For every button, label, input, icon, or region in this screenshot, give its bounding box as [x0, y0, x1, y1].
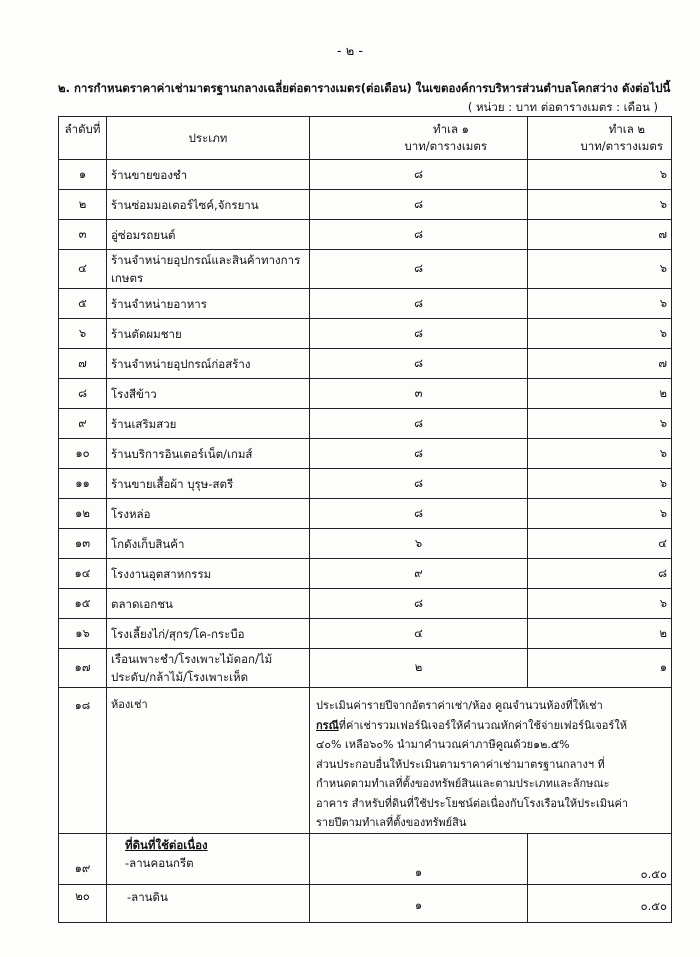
- table-row: [59, 439, 672, 469]
- row-type-line-1: ร้านจำหน่ายอุปกรณ์และสินค้าทางการ: [111, 253, 301, 267]
- table-row: [59, 833, 672, 884]
- unit-note: ( หน่วย : บาท ต่อตารางเมตร : เดือน ): [467, 100, 658, 114]
- header-location-1-title: ทำเล ๑: [433, 122, 469, 136]
- row-type-line-1: เรือนเพาะชำ/โรงเพาะไม้ดอก/ไม้: [111, 652, 273, 666]
- row-type: โรงสีข้าว: [107, 379, 310, 409]
- row-type-line-2: เกษตร: [111, 271, 144, 285]
- page-number: - ๒ -: [336, 44, 364, 59]
- table-row: [59, 220, 672, 250]
- row-location-1-rate: ๘: [310, 469, 528, 499]
- row-type: ร้านจำหน่ายอาหาร: [107, 289, 310, 319]
- row-number: ๔: [59, 250, 107, 289]
- row-location-2-rate: ๖: [528, 190, 672, 220]
- row-type: ร้านเสริมสวย: [107, 409, 310, 439]
- row-number: ๓: [59, 220, 107, 250]
- row-number: ๑๑: [59, 469, 107, 499]
- row-location-1-rate: ๘: [310, 499, 528, 529]
- note-line-1: ประเมินค่ารายปีจากอัตราค่าเช่า/ห้อง คูณจำนวนห้องที่ให้เช่า: [316, 699, 603, 712]
- table-row: [59, 499, 672, 529]
- row-location-2-rate: ๔: [528, 529, 672, 559]
- row-location-2-rate: ๖: [528, 250, 672, 289]
- row-location-1-rate: ๘: [310, 190, 528, 220]
- row-location-1-rate: ๒: [310, 649, 528, 688]
- row-location-1-rate: ๘: [310, 289, 528, 319]
- note-line-4: ส่วนประกอบอื่นให้ประเมินตามราคาค่าเช่ามาตรฐานกลางฯ ที่: [316, 757, 605, 771]
- row-number: ๙: [59, 409, 107, 439]
- row-number: ๒: [59, 190, 107, 220]
- note-line-2-text: ที่ค่าเช่ารวมเฟอร์นิเจอร์ให้คำนวณหักค่าใช้จ่ายเฟอร์นิเจอร์ให้: [338, 718, 627, 732]
- row-type: ร้านขายของชำ: [107, 160, 310, 190]
- row-number: ๑๔: [59, 559, 107, 589]
- table-row: [59, 619, 672, 649]
- note-line-6: อาคาร สำหรับที่ดินที่ใช้ประโยชน์ต่อเนื่องกับโรงเรือนให้ประเมินค่า: [316, 796, 629, 810]
- row-location-2-rate: ๘: [528, 559, 672, 589]
- row-number: ๕: [59, 289, 107, 319]
- row-type-text: -ลานคอนกรีต: [125, 855, 194, 870]
- table-row: [59, 884, 672, 922]
- row-type: โรงเลี้ยงไก่/สุกร/โค-กระบือ: [107, 619, 310, 649]
- row-number: ๘: [59, 379, 107, 409]
- table-row: [59, 589, 672, 619]
- table-row: [59, 469, 672, 499]
- row-location-2-rate: ๒: [528, 619, 672, 649]
- row-location-1-rate: ๘: [310, 160, 528, 190]
- row-type: โรงหล่อ: [107, 499, 310, 529]
- header-location-2-title: ทำเล ๒: [608, 122, 645, 136]
- row-location-2-rate: ๗: [528, 220, 672, 250]
- note-line-5: กำหนดตามทำเลที่ตั้งของทรัพย์สินและตามประเภทและลักษณะ: [316, 777, 610, 790]
- row-location-1-rate: ๘: [310, 409, 528, 439]
- header-no: ลำดับที่: [59, 117, 107, 160]
- header-location-2-unit: บาท/ตารางเมตร: [580, 139, 663, 153]
- row-type-line-2: ประดับ/กล้าไม้/โรงเพาะเห็ด: [111, 670, 249, 684]
- row-number: ๑๖: [59, 619, 107, 649]
- row-location-1-rate: ๙: [310, 559, 528, 589]
- row-location-1-rate: ๘: [310, 250, 528, 289]
- row-type: ตลาดเอกชน: [107, 589, 310, 619]
- table-row: [59, 250, 672, 289]
- row-number: ๑๘: [59, 688, 107, 834]
- row-number: ๑๓: [59, 529, 107, 559]
- note-line-7: รายปีตามทำเลที่ตั้งของทรัพย์สิน: [316, 816, 467, 829]
- row-number: ๑: [59, 160, 107, 190]
- table-row-rental-rooms: [59, 688, 672, 834]
- row-location-2-rate: ๒: [528, 379, 672, 409]
- header-location-1: [310, 117, 528, 160]
- row-type: อู่ซ่อมรถยนต์: [107, 220, 310, 250]
- note-line-2: [316, 716, 667, 736]
- row-sub-heading: ที่ดินที่ใช้ต่อเนื่อง: [125, 837, 208, 852]
- row-number: ๑๙: [59, 833, 107, 884]
- row-location-2-rate: ๖: [528, 589, 672, 619]
- row-number: ๗: [59, 349, 107, 379]
- row-location-1-rate: ๑: [310, 884, 528, 922]
- row-location-1-rate: ๘: [310, 439, 528, 469]
- row-location-1-rate: ๑: [310, 833, 528, 884]
- row-location-2-rate: ๖: [528, 160, 672, 190]
- row-type: ร้านขายเสื้อผ้า บุรุษ-สตรี: [107, 469, 310, 499]
- row-number: ๑๗: [59, 649, 107, 688]
- header-type: ประเภท: [107, 117, 310, 160]
- table-row: [59, 379, 672, 409]
- row-location-1-rate: ๘: [310, 349, 528, 379]
- table-row: [59, 190, 672, 220]
- row-location-2-rate: ๐.๕๐: [528, 833, 672, 884]
- header-location-1-unit: บาท/ตารางเมตร: [404, 139, 487, 153]
- row-type: โกดังเก็บสินค้า: [107, 529, 310, 559]
- row-location-2-rate: ๖: [528, 469, 672, 499]
- row-type: ร้านตัดผมชาย: [107, 319, 310, 349]
- table-row: [59, 349, 672, 379]
- table-row: [59, 529, 672, 559]
- rent-rate-table: [58, 116, 672, 923]
- row-location-1-rate: ๘: [310, 319, 528, 349]
- row-location-2-rate: ๐.๕๐: [528, 884, 672, 922]
- row-location-2-rate: ๖: [528, 409, 672, 439]
- row-type: -ลานดิน: [107, 884, 310, 922]
- row-type: ร้านบริการอินเตอร์เน็ต/เกมส์: [107, 439, 310, 469]
- header-location-2: [528, 117, 672, 160]
- row-number: ๑๒: [59, 499, 107, 529]
- row-type: [107, 833, 310, 884]
- row-location-2-rate: ๑: [528, 649, 672, 688]
- row-location-1-rate: ๔: [310, 619, 528, 649]
- row-number: ๖: [59, 319, 107, 349]
- note-case-label: กรณี: [316, 718, 339, 732]
- row-type: [107, 250, 310, 289]
- row-number: ๑๕: [59, 589, 107, 619]
- row-type: ห้องเช่า: [107, 688, 310, 834]
- table-header-row: [59, 117, 672, 160]
- table-row: [59, 409, 672, 439]
- row-location-2-rate: ๖: [528, 499, 672, 529]
- row-type: ร้านจำหน่ายอุปกรณ์ก่อสร้าง: [107, 349, 310, 379]
- row-location-2-rate: ๖: [528, 439, 672, 469]
- table-row: [59, 160, 672, 190]
- row-type: ร้านซ่อมมอเตอร์ไซค์,จักรยาน: [107, 190, 310, 220]
- note-line-3: ๔๐% เหลือ๖๐% นำมาคำนวณค่าภาษีคูณด้วย๑๒.๕%: [316, 738, 570, 751]
- row-location-1-rate: ๖: [310, 529, 528, 559]
- row-type: [107, 649, 310, 688]
- row-type: โรงงานอุตสาหกรรม: [107, 559, 310, 589]
- row-location-2-rate: ๖: [528, 289, 672, 319]
- rental-room-note: [310, 688, 672, 834]
- row-location-1-rate: ๘: [310, 589, 528, 619]
- row-number: ๑๐: [59, 439, 107, 469]
- row-location-1-rate: ๓: [310, 379, 528, 409]
- table-row: [59, 289, 672, 319]
- row-location-2-rate: ๗: [528, 349, 672, 379]
- row-location-2-rate: ๖: [528, 319, 672, 349]
- section-heading: ๒. การกำหนดราคาค่าเช่ามาตรฐานกลางเฉลี่ยต่อตารางเมตร(ต่อเดือน) ในเขตองค์การบริหารส่วนตำบลโคกสว่าง ดังต่อไปนี้: [58, 81, 671, 95]
- row-number: ๒๐: [59, 884, 107, 922]
- table-row: [59, 559, 672, 589]
- table-row: [59, 319, 672, 349]
- table-row: [59, 649, 672, 688]
- row-location-1-rate: ๘: [310, 220, 528, 250]
